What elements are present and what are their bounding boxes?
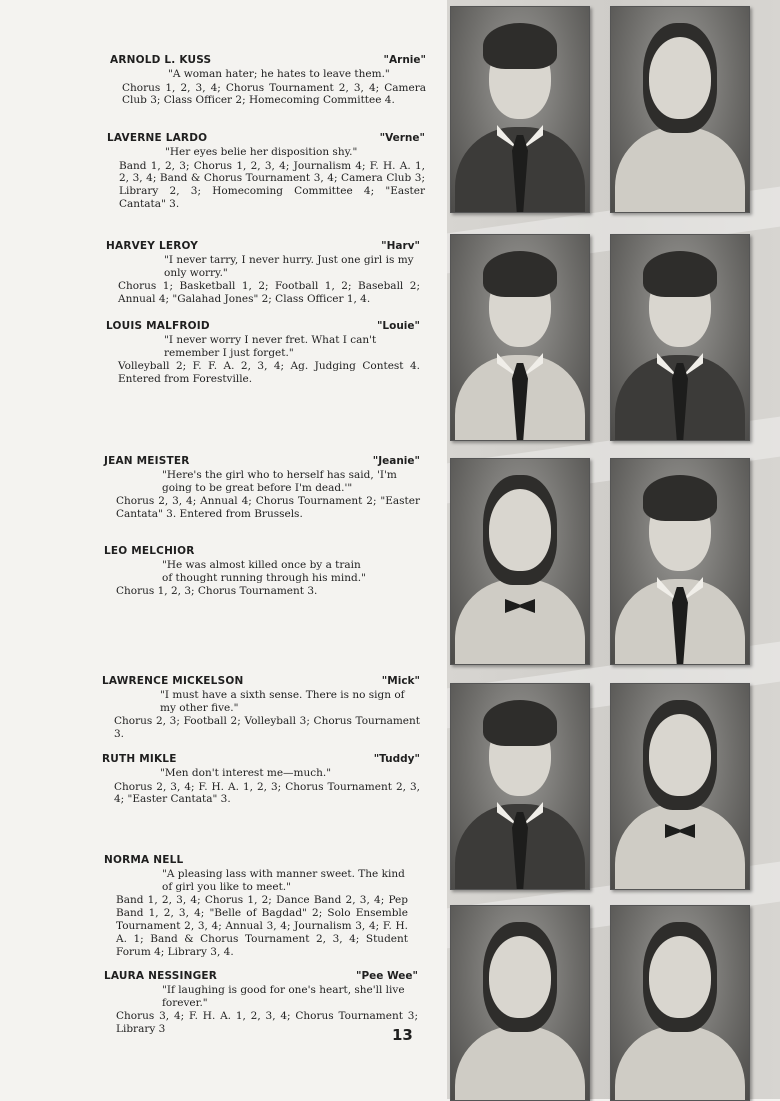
portrait-ruth-mikle [610,683,750,890]
student-quote: "A woman hater; he hates to leave them." [168,67,390,80]
portrait-leo-melchior [610,458,750,665]
student-activities: Band 1, 2, 3; Chorus 1, 2, 3, 4; Journalism 4; F. H. A. 1, 2, 3, 4; Band & Chorus Tournament 3, 4; Camera Club 3; Library 2, 3; Homecoming Committee 4; "Easter Cantata" 3. [119,159,425,210]
student-nickname: "Arnie" [383,54,426,66]
student-activities: Chorus 2, 3, 4; F. H. A. 1, 2, 3; Chorus Tournament 2, 3, 4; "Easter Cantata" 3. [114,780,420,806]
student-entry [104,854,408,958]
student-entry [104,455,420,521]
portrait-jean-meister [450,458,590,665]
student-quote: "I never worry I never fret. What I can't remember I just forget." [164,333,377,359]
student-entry [110,54,426,107]
student-name: RUTH MIKLE [102,753,177,765]
student-nickname: "Mick" [381,675,420,687]
student-name: LAWRENCE MICKELSON [102,675,244,687]
student-nickname: "Louie" [376,320,420,332]
student-nickname: "Tuddy" [373,753,420,765]
page-number: 13 [392,1026,413,1044]
student-name: LEO MELCHIOR [104,545,195,557]
portrait-laverne-lardo [610,6,750,213]
student-nickname: "Jeanie" [372,455,420,467]
student-entry [106,320,420,386]
student-name: NORMA NELL [104,854,184,866]
student-quote: "He was almost killed once by a train of thought running through his mind." [162,558,366,584]
student-name: HARVEY LEROY [106,240,199,252]
student-entry [102,753,420,806]
portrait-arnold-kuss [450,6,590,213]
student-entry [106,240,420,306]
student-quote: "I never tarry, I never hurry. Just one girl is my only worry." [164,253,414,279]
student-activities: Band 1, 2, 3, 4; Chorus 1, 2; Dance Band 2, 3, 4; Pep Band 1, 2, 3, 4; "Belle of Bagdad" 2; Solo Ensemble Tournament 2, 3, 4; Annual 3, 4; Journalism 3, 4; F. H. A. 1; Band & Chorus Tournament 2, 3, 4; Student Forum 4; Library 3, 4. [116,894,408,958]
student-activities: Chorus 2, 3; Football 2; Volleyball 3; Chorus Tournament 3. [114,715,420,741]
student-entry [107,132,425,211]
portrait-lawrence-mickelson [450,683,590,890]
student-activities: Chorus 1; Basketball 1, 2; Football 1, 2; Baseball 2; Annual 4; "Galahad Jones" 2; Class Officer 1, 4. [118,280,420,306]
student-quote: "Here's the girl who to herself has said, 'I'm going to be great before I'm dead.'" [162,468,397,494]
student-name: LAURA NESSINGER [104,970,218,982]
student-name: LOUIS MALFROID [106,320,210,332]
student-quote: "I must have a sixth sense. There is no sign of my other five." [160,688,405,714]
student-nickname: "Harv" [381,240,420,252]
student-entry [104,545,370,598]
student-quote: "Men don't interest me—much." [160,766,332,779]
student-activities: Chorus 1, 2, 3, 4; Chorus Tournament 2, 3, 4; Camera Club 3; Class Officer 2; Homecoming Committee 4. [122,81,426,107]
student-activities: Chorus 1, 2, 3; Chorus Tournament 3. [116,585,318,598]
student-activities: Chorus 2, 3, 4; Annual 4; Chorus Tournament 2; "Easter Cantata" 3. Entered from Brussels. [116,495,420,521]
student-quote: "Her eyes belie her disposition shy." [165,145,358,158]
student-name: ARNOLD L. KUSS [110,54,212,66]
portrait-laura-nessinger [610,905,750,1101]
portrait-harvey-leroy [450,234,590,441]
student-name: LAVERNE LARDO [107,132,208,144]
student-entry [104,970,418,1036]
student-activities: Volleyball 2; F. F. A. 2, 3, 4; Ag. Judging Contest 4. Entered from Forestville. [118,360,420,386]
portrait-norma-nell [450,905,590,1101]
student-nickname: "Pee Wee" [356,970,418,982]
portrait-louis-malfroid [610,234,750,441]
student-entry [102,675,420,741]
student-activities: Chorus 3, 4; F. H. A. 1, 2, 3, 4; Chorus Tournament 3; Library 3 [116,1010,418,1036]
student-quote: "If laughing is good for one's heart, she'll live forever." [162,983,405,1009]
student-quote: "A pleasing lass with manner sweet. The kind of girl you like to meet." [162,867,405,893]
student-nickname: "Verne" [379,132,425,144]
student-name: JEAN MEISTER [104,455,190,467]
